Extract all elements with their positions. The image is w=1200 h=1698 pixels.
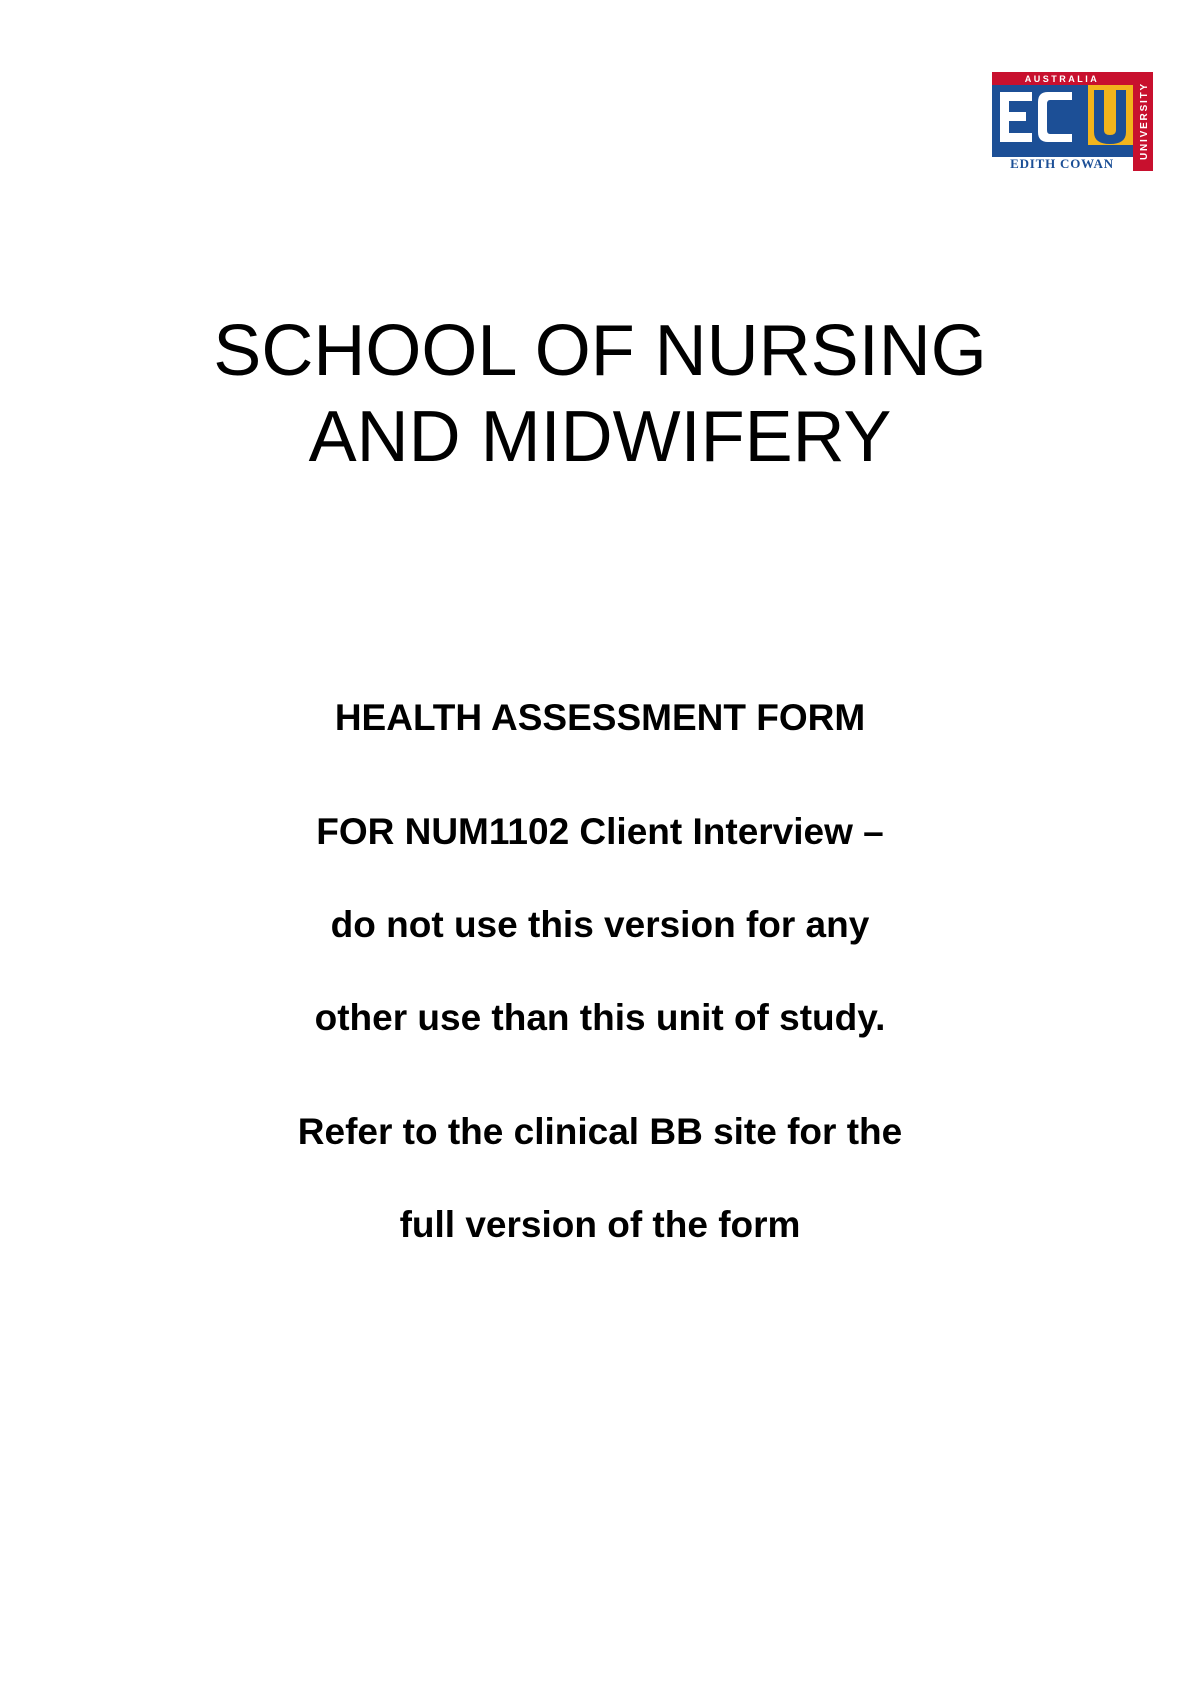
form-line-2: do not use this version for any: [330, 904, 870, 945]
form-line-1: FOR NUM1102 Client Interview –: [316, 811, 884, 852]
form-line-4: Refer to the clinical BB site for the: [297, 1111, 903, 1152]
ecu-logo-graphic: [992, 72, 1153, 171]
logo-top-text: AUSTRALIA: [1024, 74, 1100, 84]
school-title: [0, 308, 1200, 480]
school-title-line1: SCHOOL OF NURSING: [213, 311, 987, 391]
school-title-line2: AND MIDWIFERY: [308, 397, 892, 477]
logo-bottom-text: EDITH COWAN: [1010, 156, 1114, 171]
form-title: HEALTH ASSESSMENT FORM: [334, 697, 866, 738]
form-line-5: full version of the form: [399, 1204, 801, 1245]
form-line-3: other use than this unit of study.: [314, 997, 886, 1038]
logo-side-text: UNIVERSITY: [1139, 81, 1150, 161]
ecu-logo: [992, 72, 1153, 171]
